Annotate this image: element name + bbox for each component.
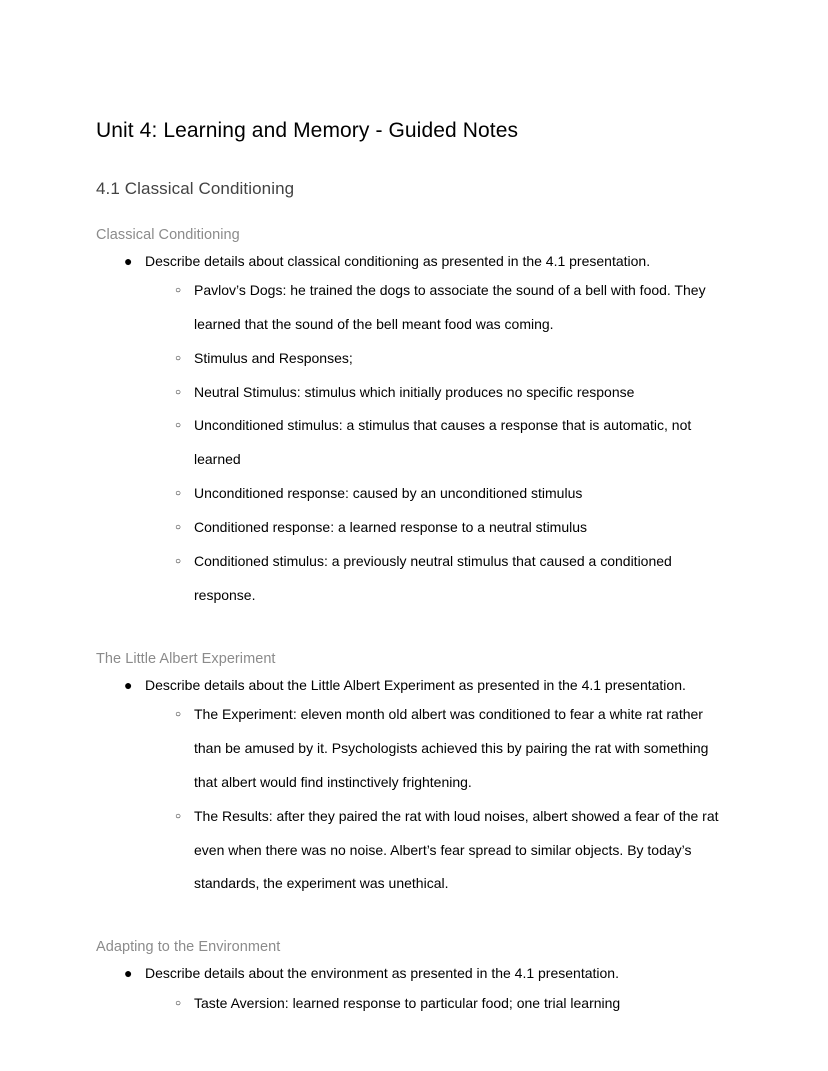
page-title: Unit 4: Learning and Memory - Guided Notes (96, 119, 519, 142)
bullet-level2-label: Conditioned response: a learned response to a neutral stimulus (194, 519, 588, 536)
section-heading: Adapting to the Environment (96, 939, 281, 956)
bullet-level2-label: The Results: after they paired the rat with loud noises, albert showed a fear of the rat even when there was no noise. Albert’s fear spread to similar objects. By today’s standards, the experiment was unethical. (194, 807, 719, 892)
bullet-level2 (96, 800, 732, 902)
bullet-level1-label: Describe details about the environment as presented in the 4.1 presentation. (145, 965, 619, 982)
bullet-level2-label: Unconditioned stimulus: a stimulus that causes a response that is automatic, not learned (194, 417, 692, 468)
section-number-heading: 4.1 Classical Conditioning (96, 179, 295, 199)
bullet-level2-label: Stimulus and Responses; (194, 349, 353, 366)
bullet-level2 (96, 409, 732, 477)
bullet-level2 (96, 477, 732, 511)
bullet-level2-label: Taste Aversion: learned response to particular food; one trial learning (194, 994, 621, 1011)
bullet-level2-label: Conditioned stimulus: a previously neutral stimulus that caused a conditioned response. (194, 552, 672, 603)
bullet-circle-icon: ○ (175, 420, 182, 432)
sections-container (96, 226, 732, 1021)
bullet-disc-icon: ● (124, 676, 133, 693)
bullet-sublist (96, 698, 732, 901)
bullet-circle-icon: ○ (175, 522, 182, 534)
bullet-circle-icon: ○ (175, 386, 182, 398)
bullet-level1 (96, 963, 732, 983)
bullet-level2 (96, 274, 732, 342)
bullet-circle-icon: ○ (175, 555, 182, 567)
bullet-level2-label: Neutral Stimulus: stimulus which initially produces no specific response (194, 383, 635, 400)
bullet-level2 (96, 987, 732, 1021)
section-heading: The Little Albert Experiment (96, 650, 276, 667)
bullet-level2-label: Pavlov’s Dogs: he trained the dogs to associate the sound of a bell with food. They learned that the sound of the bell meant food was coming. (194, 281, 706, 332)
bullet-circle-icon: ○ (175, 284, 182, 296)
bullet-circle-icon: ○ (175, 709, 182, 721)
bullet-level2 (96, 698, 732, 800)
bullet-disc-icon: ● (124, 965, 133, 982)
bullet-level2 (96, 342, 732, 376)
bullet-level1 (96, 251, 732, 271)
notes-section (96, 226, 732, 613)
bullet-level2-label: The Experiment: eleven month old albert was conditioned to fear a white rat rather than be amused by it. Psychologists achieved this by pairing the rat with something that albert would find instinctively frightening. (194, 706, 709, 790)
bullet-sublist (96, 987, 732, 1021)
bullet-level1-label: Describe details about the Little Albert Experiment as presented in the 4.1 presentation. (145, 676, 686, 693)
bullet-level2 (96, 545, 732, 613)
bullet-circle-icon: ○ (175, 997, 182, 1009)
bullet-level2 (96, 511, 732, 545)
bullet-level2-label: Unconditioned response: caused by an unconditioned stimulus (194, 485, 583, 502)
bullet-level1-label: Describe details about classical conditioning as presented in the 4.1 presentation. (145, 252, 651, 269)
bullet-level1 (96, 675, 732, 695)
notes-section (96, 938, 732, 1020)
bullet-circle-icon: ○ (175, 352, 182, 364)
section-heading: Classical Conditioning (96, 226, 240, 243)
bullet-sublist (96, 274, 732, 613)
bullet-circle-icon: ○ (175, 810, 182, 822)
bullet-level2 (96, 376, 732, 410)
bullet-disc-icon: ● (124, 252, 133, 269)
bullet-circle-icon: ○ (175, 488, 182, 500)
notes-section (96, 650, 732, 902)
